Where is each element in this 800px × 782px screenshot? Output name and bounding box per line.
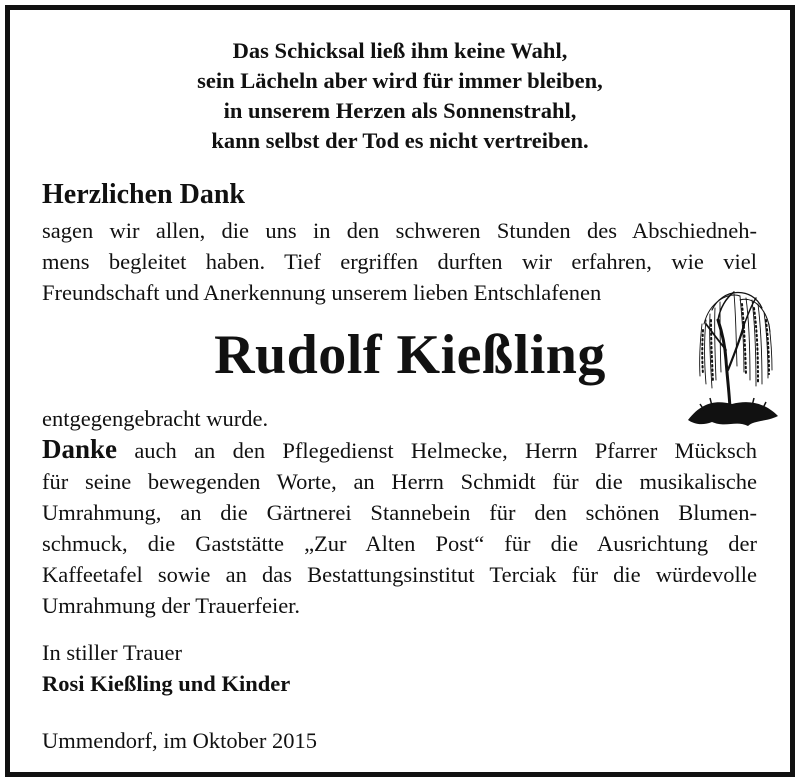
text-line: mens begleitet haben. Tief ergriffen durften wir erfahren, wie viel: [42, 249, 757, 274]
thanks-heading: Herzlichen Dank: [42, 179, 245, 210]
danke-word: Danke: [42, 434, 118, 464]
text-line: Umrahmung der Trauerfeier.: [42, 593, 301, 618]
poem-line: kann selbst der Tod es nicht vertreiben.: [211, 128, 589, 153]
obituary-frame: [5, 5, 795, 777]
place-date: Ummendorf, im Oktober 2015: [42, 728, 317, 753]
text-line: schmuck, die Gaststätte „Zur Alten Post“ für die Ausrichtung der: [42, 531, 757, 556]
text-line: Freundschaft und Anerkennung unserem lieben Entschlafenen: [42, 280, 602, 305]
closing-phrase: In stiller Trauer: [42, 640, 182, 665]
poem-line: sein Lächeln aber wird für immer bleiben,: [197, 68, 603, 93]
text-line: Kaffeetafel sowie an das Bestattungsinstitut Terciak für die würdevolle: [42, 562, 757, 587]
text-line: entgegengebracht wurde.: [42, 406, 269, 431]
text-line: für seine bewegenden Worte, an Herrn Schmidt für die musikalische: [42, 469, 757, 494]
deceased-name: Rudolf Kießling: [214, 324, 606, 386]
poem-line: in unserem Herzen als Sonnenstrahl,: [223, 98, 577, 123]
closing-block: [42, 637, 290, 699]
thanks-paragraph: [42, 215, 757, 308]
text-line: sagen wir allen, die uns in den schweren Stunden des Abschiedneh-: [42, 218, 757, 243]
text-line: Umrahmung, an die Gärtnerei Stannebein für den schönen Blumen-: [42, 500, 757, 525]
danke-text: auch an den Pflegedienst Helmecke, Herrn Pfarrer Mücksch: [134, 438, 757, 463]
danke-line: [42, 434, 757, 466]
poem: [10, 36, 790, 156]
body-paragraph: [42, 403, 757, 621]
poem-line: Das Schicksal ließ ihm keine Wahl,: [232, 38, 568, 63]
signers: Rosi Kießling und Kinder: [42, 671, 291, 696]
